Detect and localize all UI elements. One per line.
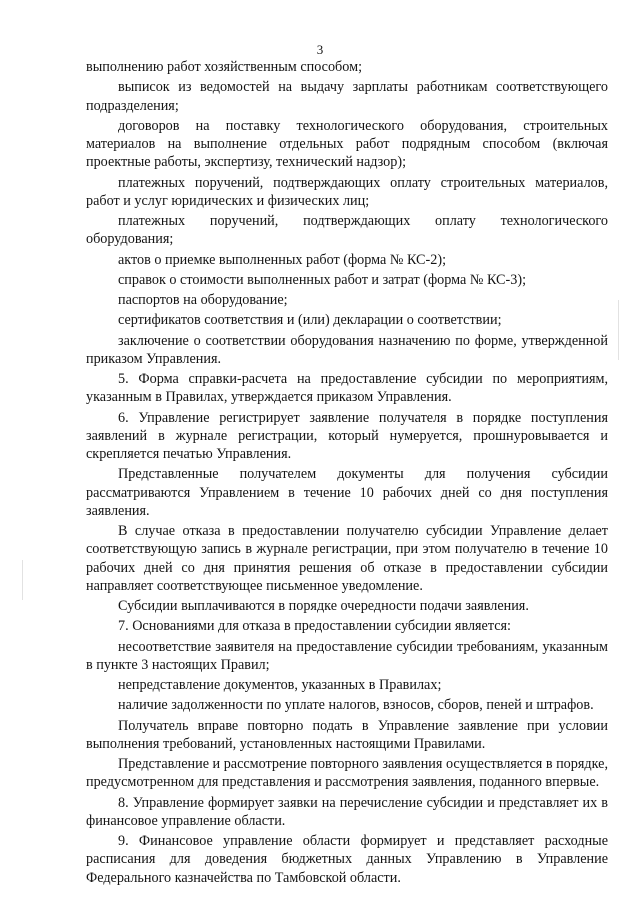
paragraph-21: Представление и рассмотрение повторного заявления осуществляется в порядке, предусмотренном для представления и рассмотрения заявления, поданного впервые. xyxy=(86,756,608,791)
paragraph-9: сертификатов соответствия и (или) декларации о соответствии; xyxy=(118,312,502,329)
paragraph-8: паспортов на оборудование; xyxy=(118,292,288,309)
paragraph-18: непредставление документов, указанных в Правилах; xyxy=(118,677,442,694)
scan-artifact-left xyxy=(22,560,23,600)
paragraph-1: выполнению работ хозяйственным способом; xyxy=(86,59,363,75)
paragraph-6: актов о приемке выполненных работ (форма № КС-2); xyxy=(118,251,447,268)
paragraph-5: платежных поручений, подтверждающих оплату технологического оборудования; xyxy=(86,213,608,248)
body-text xyxy=(86,58,608,889)
paragraph-11: 5. Форма справки-расчета на предоставление субсидии по мероприятиям, указанным в Правилах, утверждается приказом Управления. xyxy=(86,371,608,406)
paragraph-4: платежных поручений, подтверждающих оплату строительных материалов, работ и услуг юридических и физических лиц; xyxy=(86,174,608,209)
paragraph-13: Представленные получателем документы для получения субсидии рассматриваются Управлением в течение 10 рабочих дней со дня поступления заявления. xyxy=(86,466,608,519)
paragraph-22: 8. Управление формирует заявки на перечисление субсидии и представляет их в финансовое управление области. xyxy=(86,794,608,829)
paragraph-23: 9. Финансовое управление области формирует и представляет расходные расписания для доведения бюджетных данных Управлению в Управление Федерального казначейства по Тамбовской области. xyxy=(86,833,608,886)
paragraph-12: 6. Управление регистрирует заявление получателя в порядке поступления заявлений в журнале регистрации, который нумеруется, прошнуровывается и скрепляется печатью Управления. xyxy=(86,409,608,463)
page-number: 3 xyxy=(316,42,324,57)
paragraph-15: Субсидии выплачиваются в порядке очередности подачи заявления. xyxy=(118,598,529,614)
paragraph-3: договоров на поставку технологического оборудования, строительных материалов на выполнение отдельных работ подрядным способом (включая проектные работы, экспертизу, технический надзор); xyxy=(86,117,608,171)
paragraph-2: выписок из ведомостей на выдачу зарплаты работникам соответствующего подразделения; xyxy=(86,79,608,114)
paragraph-17: несоответствие заявителя на предоставление субсидии требованиям, указанным в пункте 3 настоящих Правил; xyxy=(86,638,608,673)
paragraph-16: 7. Основаниями для отказа в предоставлении субсидии является: xyxy=(118,618,511,635)
paragraph-20: Получатель вправе повторно подать в Управление заявление при условии выполнения требований, установленных настоящими Правилами. xyxy=(86,717,608,752)
scan-artifact-right xyxy=(618,300,619,360)
paragraph-19: наличие задолженности по уплате налогов, взносов, сборов, пеней и штрафов. xyxy=(118,697,594,714)
paragraph-7: справок о стоимости выполненных работ и затрат (форма № КС-3); xyxy=(118,271,527,288)
paragraph-10: заключение о соответствии оборудования назначению по форме, утвержденной приказом Управления. xyxy=(86,332,608,367)
paragraph-14: В случае отказа в предоставлении получателю субсидии Управление делает соответствующую запись в журнале регистрации, при этом получателю в течение 10 рабочих дней со дня принятия решения об отказе в предоставлении субсидии направляет соответствующее письменное уведомление. xyxy=(86,523,608,594)
